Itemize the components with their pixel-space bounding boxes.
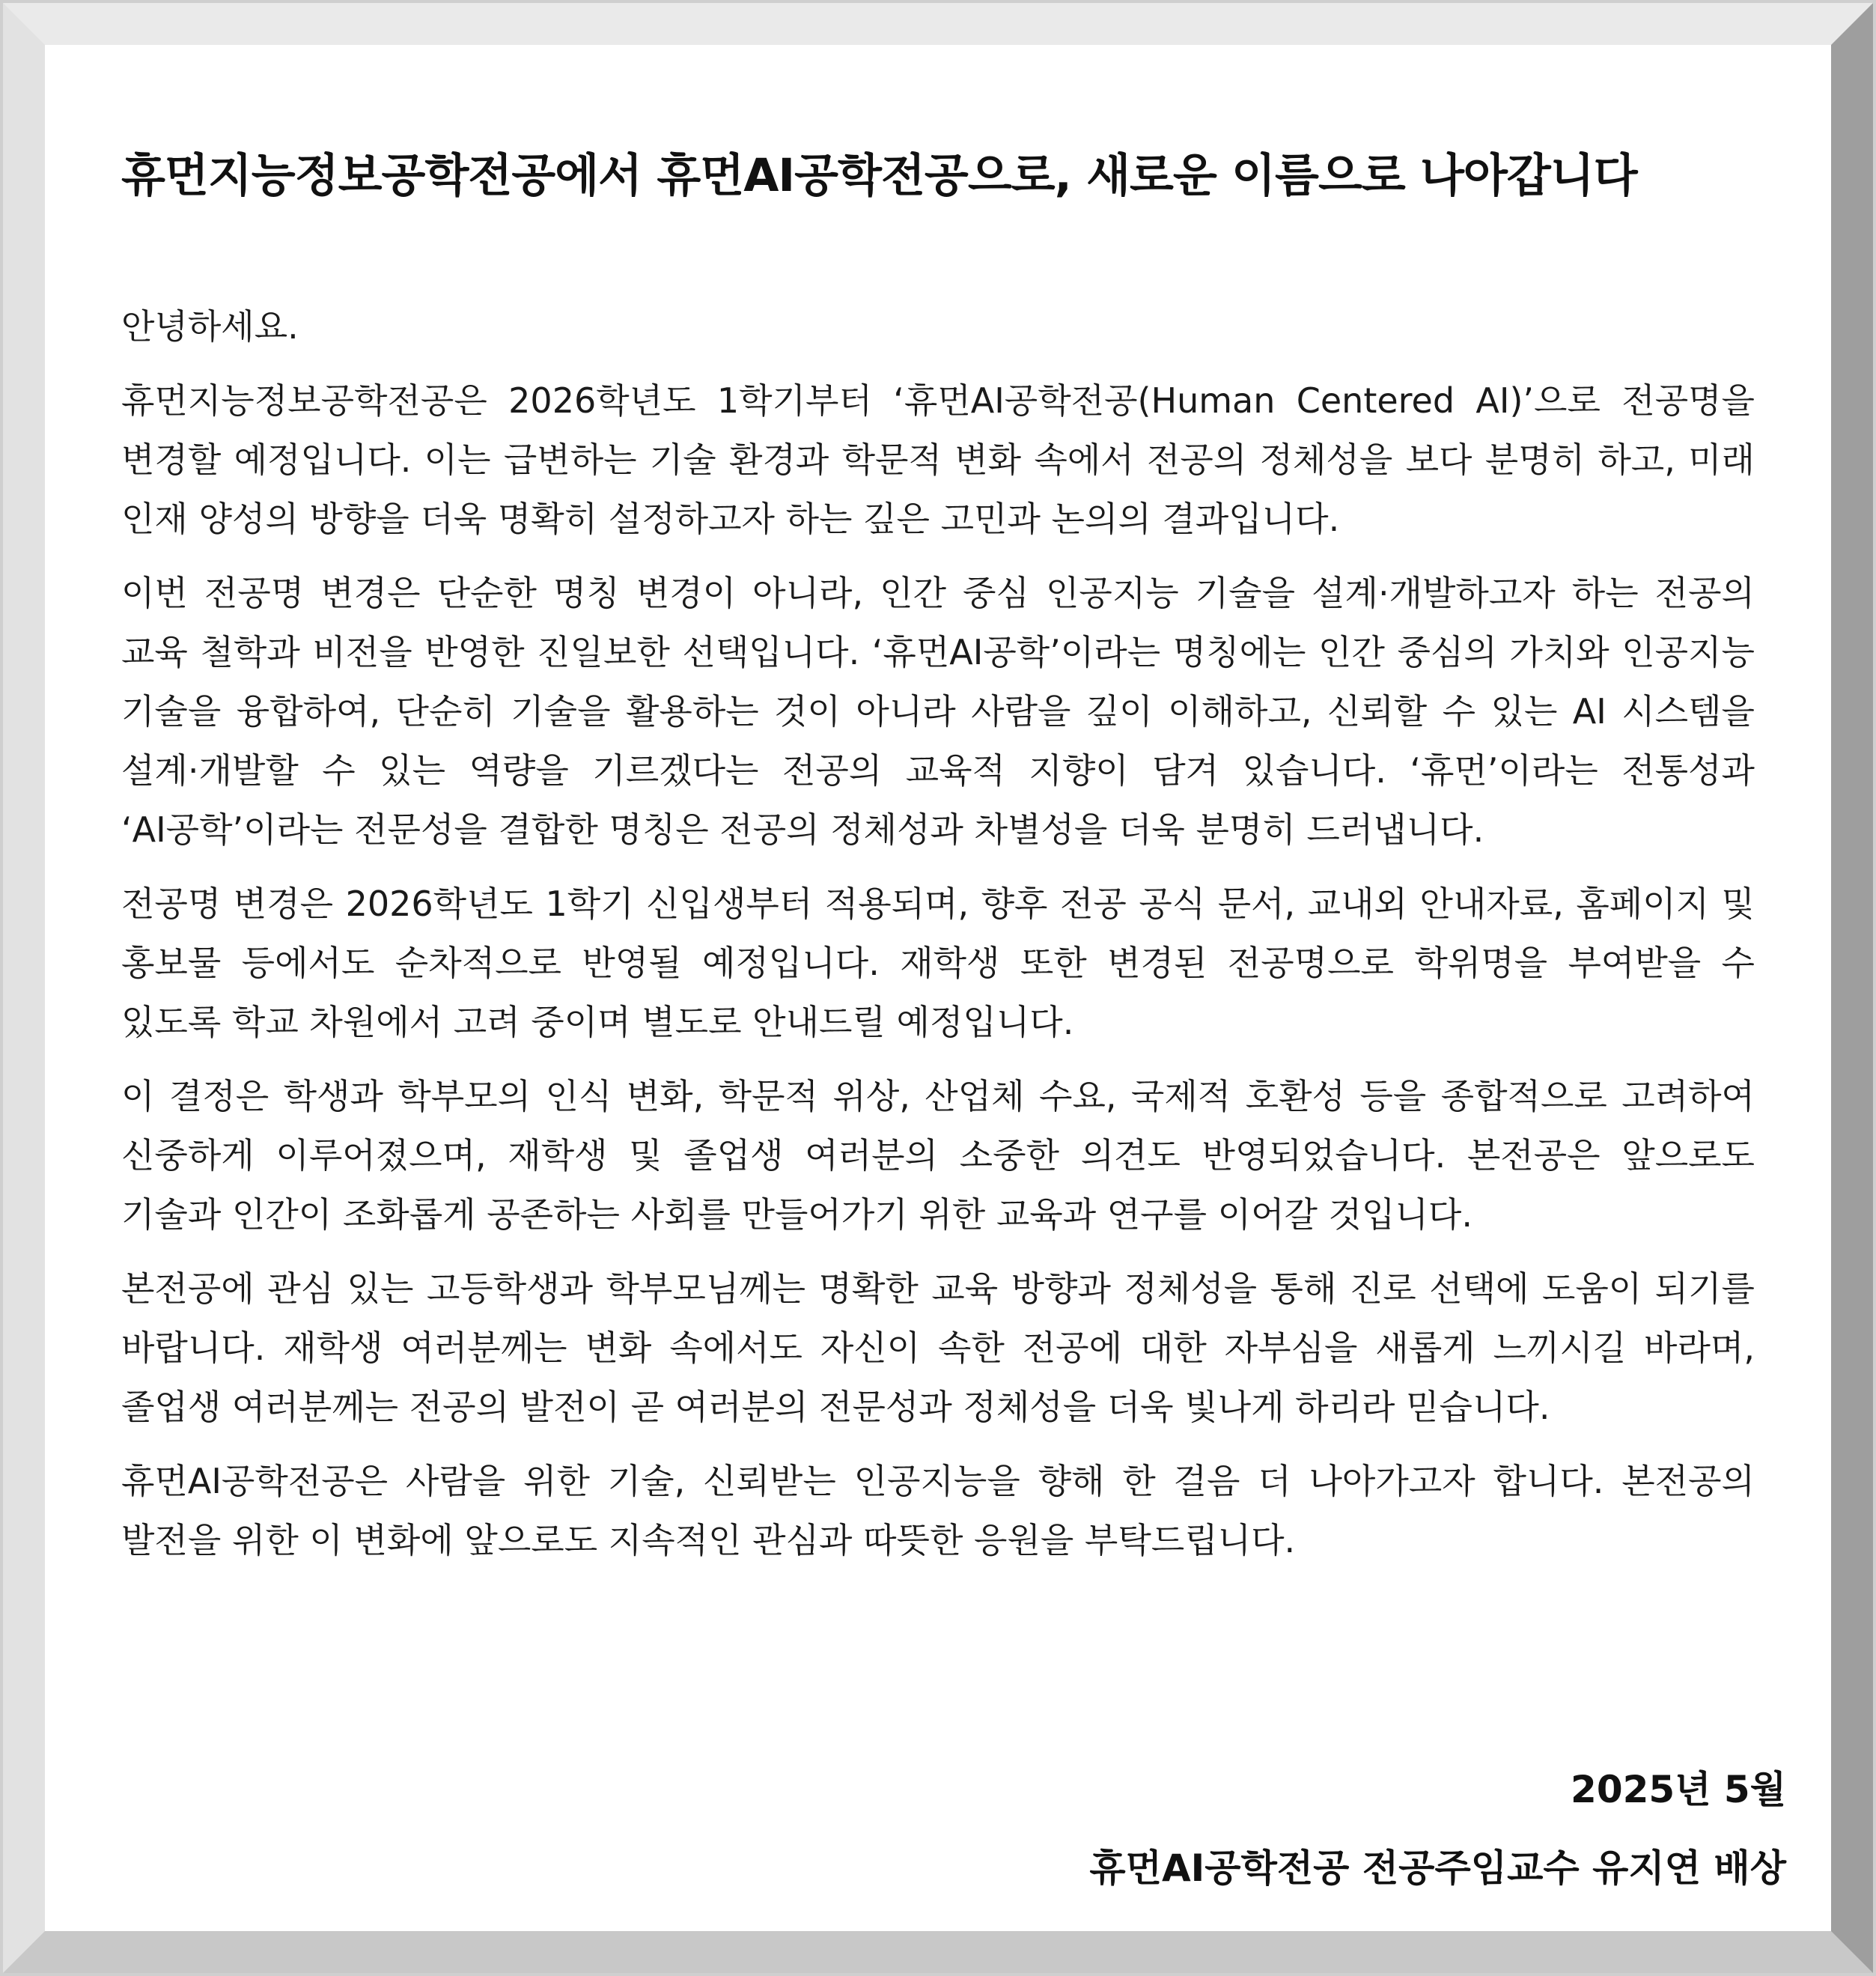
paragraph: 전공명 변경은 2026학년도 1학기 신입생부터 적용되며, 향후 전공 공식 문서, 교내외 안내자료, 홈페이지 및 홍보물 등에서도 순차적으로 반영될 예정입니다. 재학생 또한 변경된 전공명으로 학위명을 부여받을 수 있도록 학교 차원에서 고려 중이며 별도로 안내드릴 예정입니다. [121, 884, 1755, 1042]
paragraph: 이 결정은 학생과 학부모의 인식 변화, 학문적 위상, 산업체 수요, 국제적 호환성 등을 종합적으로 고려하여 신중하게 이루어졌으며, 재학생 및 졸업생 여러분의 소중한 의견도 반영되었습니다. 본전공은 앞으로도 기술과 인간이 조화롭게 공존하는 사회를 만들어가기 위한 교육과 연구를 이어갈 것입니다. [121, 1076, 1755, 1235]
paragraph: 휴먼AI공학전공은 사람을 위한 기술, 신뢰받는 인공지능을 향해 한 걸음 더 나아가고자 합니다. 본전공의 발전을 위한 이 변화에 앞으로도 지속적인 관심과 따뜻한 응원을 부탁드립니다. [121, 1461, 1755, 1560]
signature-date: 2025년 5월 [1571, 1768, 1786, 1811]
notice-title: 휴먼지능정보공학전공에서 휴먼AI공학전공으로, 새로운 이름으로 나아갑니다 [121, 149, 1637, 202]
paragraph: 이번 전공명 변경은 단순한 명칭 변경이 아니라, 인간 중심 인공지능 기술을 설계·개발하고자 하는 전공의 교육 철학과 비전을 반영한 진일보한 선택입니다. ‘휴먼AI공학’이라는 명칭에는 인간 중심의 가치와 인공지능 기술을 융합하여, 단순히 기술을 활용하는 것이 아니라 사람을 깊이 이해하고, 신뢰할 수 있는 AI 시스템을 설계·개발할 수 있는 역량을 기르겠다는 전공의 교육적 지향이 담겨 있습니다. ‘휴먼’이라는 전통성과 ‘AI공학’이라는 전문성을 결합한 명칭은 전공의 정체성과 차별성을 더욱 분명히 드러냅니다. [121, 573, 1755, 850]
paragraph: 휴먼지능정보공학전공은 2026학년도 1학기부터 ‘휴먼AI공학전공(Human Centered AI)’으로 전공명을 변경할 예정입니다. 이는 급변하는 기술 환경과 학문적 변화 속에서 전공의 정체성을 보다 분명히 하고, 미래 인재 양성의 방향을 더욱 명확히 설정하고자 하는 깊은 고민과 논의의 결과입니다. [121, 380, 1755, 539]
greeting: 안녕하세요. [121, 306, 299, 347]
paragraph: 본전공에 관심 있는 고등학생과 학부모님께는 명확한 교육 방향과 정체성을 통해 진로 선택에 도움이 되기를 바랍니다. 재학생 여러분께는 변화 속에서도 자신이 속한 전공에 대한 자부심을 새롭게 느끼시길 바라며, 졸업생 여러분께는 전공의 발전이 곧 여러분의 전문성과 정체성을 더욱 빛나게 하리라 믿습니다. [121, 1268, 1755, 1427]
signature-sender: 휴먼AI공학전공 전공주임교수 유지연 배상 [1089, 1846, 1786, 1890]
notice-body [121, 142, 1755, 1570]
